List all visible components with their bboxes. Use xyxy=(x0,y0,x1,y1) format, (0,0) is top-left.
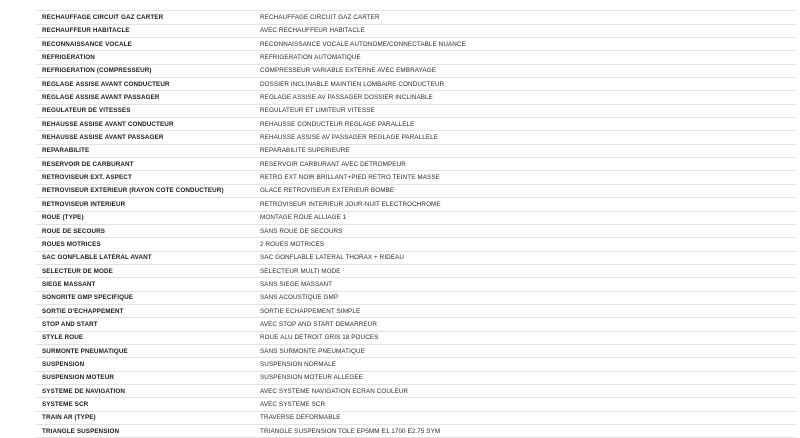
table-row xyxy=(36,38,796,51)
spec-value: TRAVERSE DEFORMABLE xyxy=(260,414,341,422)
table-row xyxy=(36,91,796,104)
table-row xyxy=(36,265,796,278)
spec-value: REGULATEUR ET LIMITEUR VITESSE xyxy=(260,107,375,115)
table-row xyxy=(36,292,796,305)
spec-label: SUSPENSION MOTEUR xyxy=(42,374,115,382)
spec-label: STYLE ROUE xyxy=(42,334,84,342)
spec-label: SELECTEUR DE MODE xyxy=(42,267,113,275)
table-row xyxy=(36,118,796,131)
spec-value: SANS SIEGE MASSANT xyxy=(260,280,333,288)
spec-label: SURMONTE PNEUMATIQUE xyxy=(42,347,128,355)
spec-value: SANS ACOUSTIQUE GMP xyxy=(260,294,339,302)
spec-value: 2 ROUES MOTRICES xyxy=(260,240,325,248)
table-row xyxy=(36,131,796,144)
table-row xyxy=(36,332,796,345)
spec-value: MONTAGE ROUE ALLIAGE 1 xyxy=(260,214,347,222)
spec-label: REHAUSSE ASSISE AVANT CONDUCTEUR xyxy=(42,120,174,128)
spec-value: ROUE ALU DETROIT GRIS 18 POUCES xyxy=(260,334,379,342)
spec-value: RETRO EXT NOIR BRILLANT+PIED RETRO TEINTE MASSE xyxy=(260,174,440,182)
spec-value: REHAUSSE ASSISE AV PASSAGER REGLAGE PARALLELE xyxy=(260,134,439,142)
spec-label: STOP AND START xyxy=(42,320,98,328)
spec-value: REFRIGERATION AUTOMATIQUE xyxy=(260,54,361,62)
table-row xyxy=(36,398,796,411)
spec-value: RETROVISEUR INTERIEUR JOUR-NUIT ELECTROCHROME xyxy=(260,200,441,208)
spec-label: SORTIE D'ÉCHAPPEMENT xyxy=(42,307,124,315)
spec-value: AVEC SYSTEME SCR xyxy=(260,400,326,408)
table-row xyxy=(36,385,796,398)
table-row xyxy=(36,25,796,38)
spec-label: RÉGULATEUR DE VITESSES xyxy=(42,107,131,115)
table-row xyxy=(36,358,796,371)
spec-label: SAC GONFLABLE LATÉRAL AVANT xyxy=(42,254,152,262)
spec-label: SONORITE GMP SPECIFIQUE xyxy=(42,294,134,302)
table-row xyxy=(36,318,796,331)
spec-label: SUSPENSION xyxy=(42,360,85,368)
table-row xyxy=(36,65,796,78)
spec-value: SUSPENSION MOTEUR ALLEGEE xyxy=(260,374,363,382)
spec-label: RECONNAISSANCE VOCALE xyxy=(42,40,132,48)
table-row xyxy=(36,185,796,198)
spec-value: REGLAGE ASSISE AV PASSAGER DOSSIER INCLINABLE xyxy=(260,94,433,102)
table-row xyxy=(36,305,796,318)
spec-label: RÉGLAGE ASSISE AVANT CONDUCTEUR xyxy=(42,80,170,88)
spec-value: DOSSIER INCLINABLE MAINTIEN LOMBAIRE CONDUCTEUR xyxy=(260,80,445,88)
spec-value: SANS SURMONTE PNEUMATIQUE xyxy=(260,347,365,355)
table-row xyxy=(36,198,796,211)
spec-label: RÉCHAUFFAGE CIRCUIT GAZ CARTER xyxy=(42,14,164,22)
spec-value: REPARABILITE SUPERIEURE xyxy=(260,147,350,155)
table-row xyxy=(36,171,796,184)
spec-label: REPARABILITE xyxy=(42,147,90,155)
table-row xyxy=(36,78,796,91)
spec-label: TRAIN AR (TYPE) xyxy=(42,414,96,422)
spec-label: REFRIGERATION (COMPRESSEUR) xyxy=(42,67,152,75)
spec-value: AVEC STOP AND START DEMARREUR xyxy=(260,320,377,328)
table-row xyxy=(36,425,796,438)
spec-value: SAC GONFLABLE LATERAL THORAX + RIDEAU xyxy=(260,254,405,262)
spec-label: RETROVISEUR EXT. ASPECT xyxy=(42,174,132,182)
table-row xyxy=(36,252,796,265)
table-row xyxy=(36,372,796,385)
spec-value: RESERVOIR CARBURANT AVEC DETROMPEUR xyxy=(260,160,406,168)
spec-value: AVEC SYSTEME NAVIGATION ECRAN COULEUR xyxy=(260,387,409,395)
spec-value: COMPRESSEUR VARIABLE EXTERNE AVEC EMBRAYAGE xyxy=(260,67,436,75)
spec-label: RÉTROVISEUR EXTÉRIEUR (RAYON COTÉ CONDUCTEUR) xyxy=(42,187,224,195)
spec-label: TRIANGLE SUSPENSION xyxy=(42,427,120,435)
spec-label: REHAUSSE ASSISE AVANT PASSAGER xyxy=(42,134,164,142)
table-row xyxy=(36,0,796,11)
table-row xyxy=(36,11,796,24)
spec-value: REHAUSSE CONDUCTEUR REGLAGE PARALLELE xyxy=(260,120,415,128)
spec-value: SELECTEUR MULTI MODE xyxy=(260,267,341,275)
spec-label: SIEGE MASSANT xyxy=(42,280,96,288)
spec-label: RÉSERVOIR DE CARBURANT xyxy=(42,160,134,168)
spec-label: RÉFRIGÉRATION xyxy=(42,54,95,62)
spec-label: ROUE (TYPE) xyxy=(42,214,84,222)
table-row xyxy=(36,105,796,118)
table-row xyxy=(36,51,796,64)
table-row xyxy=(36,225,796,238)
spec-value: GLACE RETROVISEUR EXTERIEUR BOMBE xyxy=(260,187,395,195)
table-row xyxy=(36,345,796,358)
spec-label: SYSTEME SCR xyxy=(42,400,89,408)
spec-label: RECHAUFFEUR HABITACLE xyxy=(42,27,130,35)
spec-value: RECONNAISSANCE VOCALE AUTONOME/CONNECTABLE NUANCE xyxy=(260,40,466,48)
table-row xyxy=(36,412,796,425)
spec-value: AVEC RECHAUFFEUR HABITACLE xyxy=(260,27,365,35)
table-row xyxy=(36,278,796,291)
spec-label: ROUES MOTRICES xyxy=(42,240,101,248)
spec-value: SANS ROUE DE SECOURS xyxy=(260,227,343,235)
specifications-table xyxy=(36,0,796,438)
spec-label: SYSTÈME DE NAVIGATION xyxy=(42,387,126,395)
table-row xyxy=(36,212,796,225)
spec-value: SUSPENSION NORMALE xyxy=(260,360,336,368)
table-row xyxy=(36,238,796,251)
table-row xyxy=(36,158,796,171)
spec-label: RÉTROVISEUR INTÉRIEUR xyxy=(42,200,126,208)
spec-value: SORTIE ECHAPPEMENT SIMPLE xyxy=(260,307,361,315)
spec-label: RÉGLAGE ASSISE AVANT PASSAGER xyxy=(42,94,160,102)
spec-label: ROUE DE SECOURS xyxy=(42,227,106,235)
spec-value: RECHAUFFAGE CIRCUIT GAZ CARTER xyxy=(260,14,380,22)
table-row xyxy=(36,145,796,158)
spec-value: TRIANGLE SUSPENSION TOLE EP5MM E1.1700 E2.75 SYM xyxy=(260,427,441,435)
